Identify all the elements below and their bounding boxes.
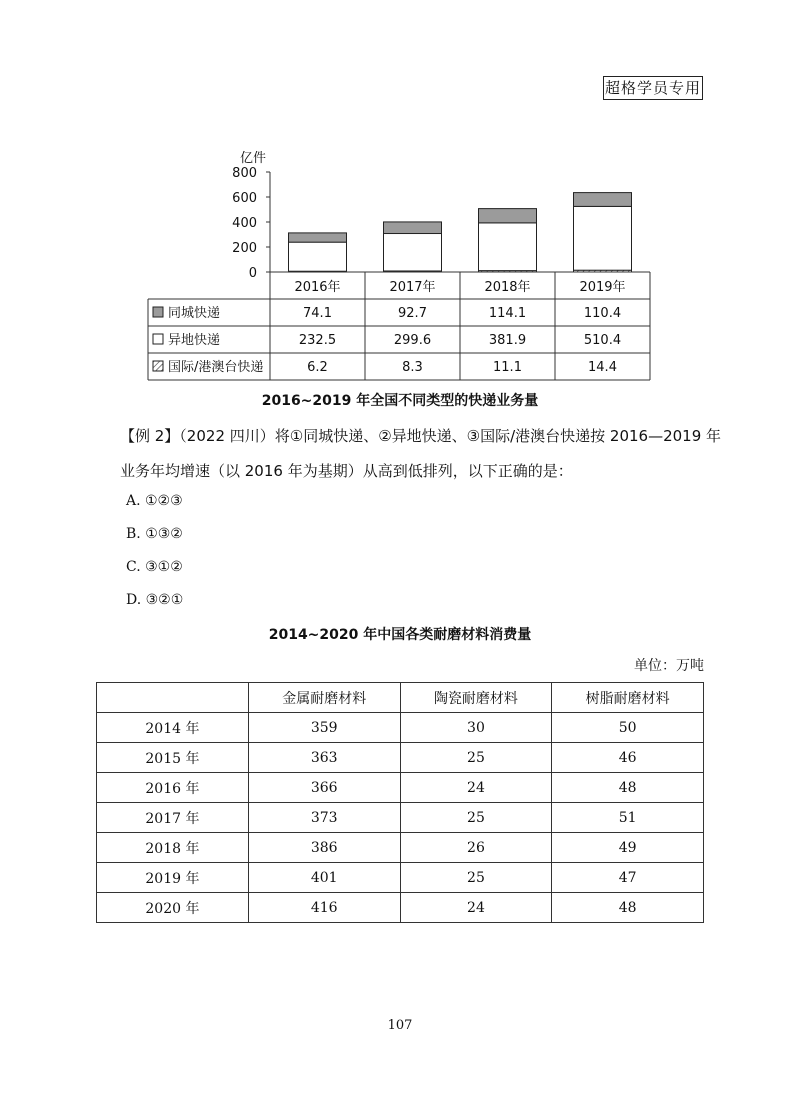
data-value-label: 232.5 — [298, 333, 337, 348]
table-cell: 50 — [552, 713, 704, 743]
legend-label: 同城快递 — [168, 306, 221, 321]
question-line-2: 业务年均增速（以 2016 年为基期）从高到低排列，以下正确的是： — [120, 462, 573, 480]
data-value-label: 74.1 — [303, 306, 332, 321]
y-tick-label: 800 — [232, 166, 257, 181]
table-cell: 2015 年 — [97, 743, 249, 773]
bar-同城快递 — [384, 222, 442, 234]
table-cell: 48 — [552, 893, 704, 923]
table-header-row — [97, 683, 704, 713]
table-cell: 49 — [552, 833, 704, 863]
table-row — [97, 713, 704, 743]
header-cell: 树脂耐磨材料 — [552, 683, 704, 713]
table-row — [97, 803, 704, 833]
option-b: B. ①③② — [126, 526, 183, 542]
data-value-label: 381.9 — [488, 333, 527, 348]
table-cell: 46 — [552, 743, 704, 773]
y-tick-label: 200 — [232, 241, 257, 256]
legend-swatch-同城快递 — [153, 307, 163, 317]
y-tick-label: 0 — [248, 266, 257, 281]
table-cell: 359 — [248, 713, 400, 743]
data-value-label: 299.6 — [393, 333, 432, 348]
y-tick-label: 600 — [232, 191, 257, 206]
legend-label: 国际/港澳台快递 — [168, 360, 264, 375]
table-cell: 416 — [248, 893, 400, 923]
category-label: 2019年 — [579, 280, 626, 295]
legend-label: 异地快递 — [168, 333, 221, 348]
table-cell: 24 — [400, 893, 552, 923]
table-cell: 363 — [248, 743, 400, 773]
table-cell: 2019 年 — [97, 863, 249, 893]
table-cell: 2017 年 — [97, 803, 249, 833]
table-cell: 2020 年 — [97, 893, 249, 923]
option-d: D. ③②① — [126, 592, 184, 608]
table-row — [97, 863, 704, 893]
page-number: 107 — [387, 1018, 413, 1033]
legend-swatch-国际/港澳台快递 — [153, 361, 163, 371]
question-line-1: 【例 2】（2022 四川）将①同城快递、②异地快递、③国际/港澳台快递按 2016—2019 年 — [120, 427, 722, 445]
express-volume-chart — [0, 0, 800, 390]
table-cell: 25 — [400, 863, 552, 893]
table-cell: 386 — [248, 833, 400, 863]
data-value-label: 110.4 — [583, 306, 622, 321]
option-a: A. ①②③ — [126, 493, 183, 509]
table-cell: 26 — [400, 833, 552, 863]
data-value-label: 8.3 — [402, 360, 423, 375]
header-cell: 陶瓷耐磨材料 — [400, 683, 552, 713]
category-label: 2017年 — [389, 280, 436, 295]
table-row — [97, 833, 704, 863]
header-cell — [97, 683, 249, 713]
bar-异地快递 — [384, 234, 442, 271]
table-cell: 47 — [552, 863, 704, 893]
category-label: 2018年 — [484, 280, 531, 295]
table-cell: 373 — [248, 803, 400, 833]
legend-swatch-异地快递 — [153, 334, 163, 344]
option-c: C. ③①② — [126, 559, 183, 575]
material-table-unit: 单位：万吨 — [634, 658, 704, 674]
data-value-label: 11.1 — [493, 360, 522, 375]
table-row — [97, 773, 704, 803]
material-table — [96, 682, 704, 923]
table-cell: 51 — [552, 803, 704, 833]
data-value-label: 92.7 — [398, 306, 427, 321]
bar-同城快递 — [289, 233, 347, 242]
table-cell: 30 — [400, 713, 552, 743]
table-cell: 2016 年 — [97, 773, 249, 803]
chart-title: 2016~2019 年全国不同类型的快递业务量 — [261, 393, 539, 409]
bar-同城快递 — [574, 193, 632, 207]
category-label: 2016年 — [294, 280, 341, 295]
bar-异地快递 — [479, 223, 537, 271]
data-value-label: 510.4 — [583, 333, 622, 348]
y-axis-label: 亿件 — [240, 151, 267, 166]
table-cell: 401 — [248, 863, 400, 893]
y-tick-label: 400 — [232, 216, 257, 231]
data-value-label: 6.2 — [307, 360, 328, 375]
table-row — [97, 893, 704, 923]
data-value-label: 114.1 — [488, 306, 527, 321]
table-cell: 48 — [552, 773, 704, 803]
table-cell: 2018 年 — [97, 833, 249, 863]
table-cell: 25 — [400, 803, 552, 833]
table-cell: 2014 年 — [97, 713, 249, 743]
bar-同城快递 — [479, 209, 537, 223]
table-cell: 366 — [248, 773, 400, 803]
data-value-label: 14.4 — [588, 360, 617, 375]
table-cell: 24 — [400, 773, 552, 803]
header-cell: 金属耐磨材料 — [248, 683, 400, 713]
bar-异地快递 — [574, 206, 632, 270]
material-table-title: 2014~2020 年中国各类耐磨材料消费量 — [268, 627, 532, 643]
table-cell: 25 — [400, 743, 552, 773]
exclusive-badge: 超格学员专用 — [603, 76, 703, 100]
bar-异地快递 — [289, 242, 347, 271]
table-row — [97, 743, 704, 773]
